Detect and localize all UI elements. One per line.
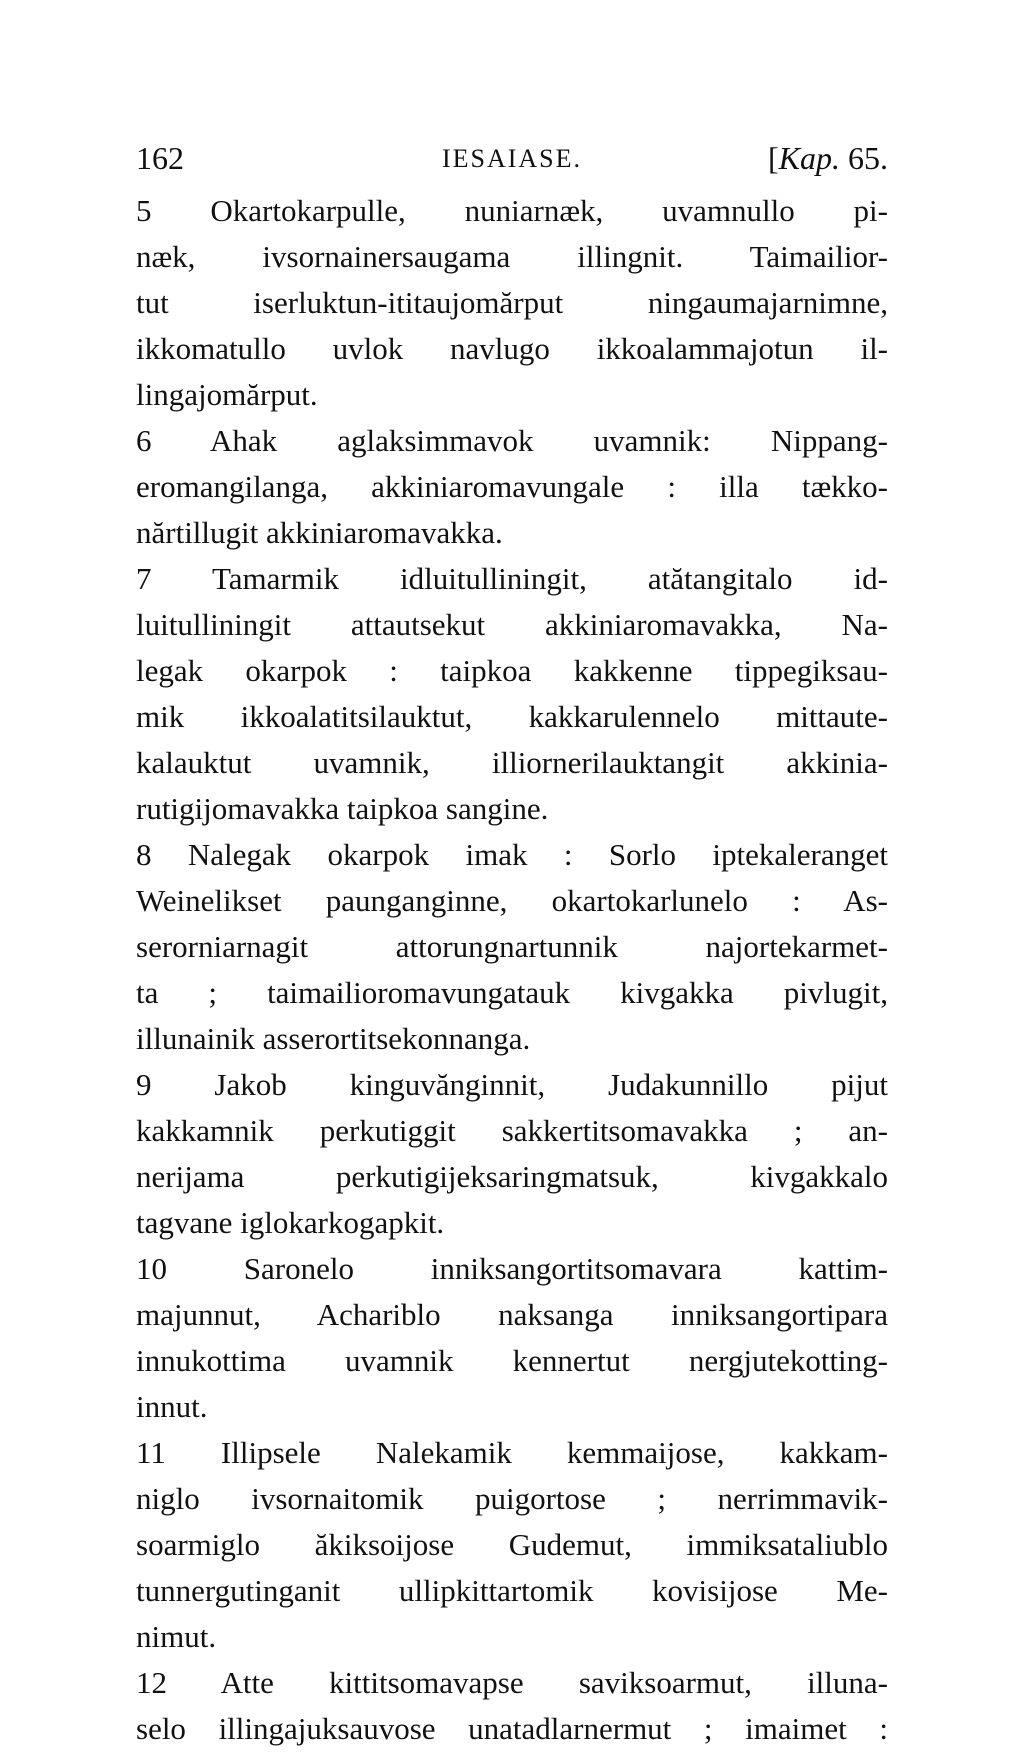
text-line: serorniarnagit attorungnartunnik najortekarmet- — [136, 929, 888, 964]
text-line: 9 Jakob kinguvănginnit, Judakunnillo pijut — [136, 1067, 888, 1102]
page-number: 162 — [136, 140, 184, 176]
text-line: tut iserluktun-ititaujomărput ningaumajarnimne, — [136, 285, 888, 320]
text-line: innukottima uvamnik kennertut nergjutekotting- — [136, 1343, 888, 1378]
text-line: 12 Atte kittitsomavapse saviksoarmut, illuna- — [136, 1665, 888, 1700]
text-line: 10 Saronelo inniksangortitsomavara kattim- — [136, 1251, 888, 1286]
text-line: eromangilanga, akkiniaromavungale : illa tækko- — [136, 469, 888, 504]
text-line: kalauktut uvamnik, illiornerilauktangit akkinia- — [136, 745, 888, 780]
text-line: tagvane iglokarkogapkit. — [136, 1205, 445, 1240]
text-line: kakkamnik perkutiggit sakkertitsomavakka ; an- — [136, 1113, 888, 1148]
page-header — [136, 140, 888, 184]
text-line: Weinelikset paunganginne, okartokarlunelo : As- — [136, 883, 888, 918]
text-line: næk, ivsornainersaugama illingnit. Taimailior- — [136, 239, 888, 274]
text-line: 8 Nalegak okarpok imak : Sorlo iptekaleranget — [136, 837, 888, 872]
text-line: ikkomatullo uvlok navlugo ikkoalammajotun il- — [136, 331, 888, 366]
text-line: illunainik asserortitsekonnanga. — [136, 1021, 531, 1056]
text-line: 5 Okartokarpulle, nuniarnæk, uvamnullo pi- — [136, 193, 888, 228]
chapter-bracket: [ — [768, 140, 779, 176]
text-line: soarmiglo ăkiksoijose Gudemut, immiksataliublo — [136, 1527, 888, 1562]
text-line: luitulliningit attautsekut akkiniaromavakka, Na- — [136, 607, 888, 642]
text-line: ta ; taimailioromavungatauk kivgakka pivlugit, — [136, 975, 888, 1010]
text-line: lingajomărput. — [136, 377, 318, 412]
text-line: nimut. — [136, 1619, 217, 1654]
chapter-label: Kap. — [778, 140, 840, 176]
text-line: mik ikkoalatitsilauktut, kakkarulennelo mittaute- — [136, 699, 888, 734]
text-line: 6 Ahak aglaksimmavok uvamnik: Nippang- — [136, 423, 888, 458]
text-line: nerijama perkutigijeksaringmatsuk, kivgakkalo — [136, 1159, 888, 1194]
text-line: legak okarpok : taipkoa kakkenne tippegiksau- — [136, 653, 888, 688]
text-line: tunnergutinganit ullipkittartomik kovisijose Me- — [136, 1573, 888, 1608]
running-title: IESAIASE. — [441, 144, 583, 173]
text-line: innut. — [136, 1389, 208, 1424]
text-line: selo illingajuksauvose unatadlarnermut ; imaimet : — [136, 1711, 888, 1746]
chapter-number: 65. — [840, 140, 888, 176]
verse-text-body — [136, 188, 888, 1752]
text-line: rutigijomavakka taipkoa sangine. — [136, 791, 549, 826]
text-line: 7 Tamarmik idluitulliningit, atătangitalo id- — [136, 561, 888, 596]
text-line: niglo ivsornaitomik puigortose ; nerrimmavik- — [136, 1481, 888, 1516]
text-line: 11 Illipsele Nalekamik kemmaijose, kakkam- — [136, 1435, 888, 1470]
chapter-reference — [768, 140, 888, 177]
text-line: majunnut, Achariblo naksanga inniksangortipara — [136, 1297, 888, 1332]
text-line: nărtillugit akkiniaromavakka. — [136, 515, 503, 550]
